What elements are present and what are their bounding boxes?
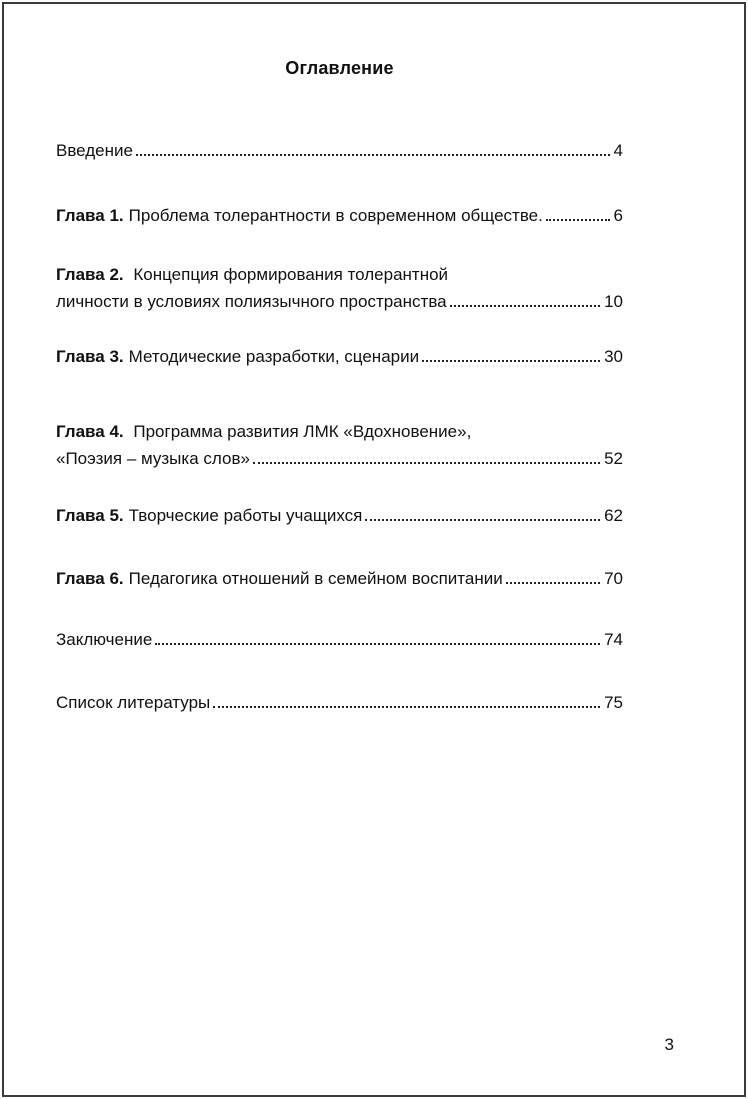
- entry-text-line2: личности в условиях полиязычного пространства: [56, 292, 447, 311]
- entry-text: Список литературы: [56, 693, 211, 712]
- dot-leader: [506, 582, 600, 584]
- toc-entry: [56, 626, 623, 653]
- page-title: Оглавление: [285, 58, 394, 78]
- toc-entry: [56, 202, 623, 229]
- page-ref: 4: [613, 141, 623, 160]
- page-ref: 10: [604, 292, 623, 311]
- entry-text: Творческие работы учащихся: [128, 506, 363, 525]
- chapter-label: Глава 5.: [56, 506, 124, 525]
- dot-leader: [253, 462, 600, 464]
- table-of-contents: [56, 137, 623, 716]
- page-ref: 30: [604, 347, 623, 366]
- page-ref: 62: [604, 506, 623, 525]
- dot-leader: [136, 154, 610, 156]
- entry-text: Концепция формирования толерантной: [133, 265, 449, 284]
- dot-leader: [422, 360, 600, 362]
- toc-entry: [56, 137, 623, 164]
- page-ref: 74: [604, 630, 623, 649]
- page-ref: 75: [604, 693, 623, 712]
- toc-entry: [56, 343, 623, 370]
- page-ref: 70: [604, 569, 623, 588]
- entry-text: Проблема толерантности в современном обществе.: [128, 206, 543, 225]
- entry-text-line2: «Поэзия – музыка слов»: [56, 449, 250, 468]
- dot-leader: [450, 305, 600, 307]
- dot-leader: [155, 643, 600, 645]
- dot-leader: [213, 706, 600, 708]
- chapter-label: Глава 2.: [56, 265, 124, 284]
- entry-text: Методические разработки, сценарии: [128, 347, 420, 366]
- dot-leader: [546, 219, 610, 221]
- chapter-label: Глава 4.: [56, 422, 124, 441]
- entry-text: Программа развития ЛМК «Вдохновение»,: [133, 422, 472, 441]
- entry-text: Педагогика отношений в семейном воспитании: [128, 569, 503, 588]
- toc-entry: [56, 261, 623, 315]
- chapter-label: Глава 1.: [56, 206, 124, 225]
- toc-entry: [56, 502, 623, 529]
- dot-leader: [365, 519, 600, 521]
- entry-text: Заключение: [56, 630, 153, 649]
- toc-entry: [56, 689, 623, 716]
- entry-text: Введение: [56, 141, 133, 160]
- page-ref: 6: [613, 206, 623, 225]
- page-ref: 52: [604, 449, 623, 468]
- chapter-label: Глава 6.: [56, 569, 124, 588]
- page-number: 3: [664, 1035, 674, 1054]
- toc-entry: [56, 418, 623, 472]
- chapter-label: Глава 3.: [56, 347, 124, 366]
- toc-entry: [56, 565, 623, 592]
